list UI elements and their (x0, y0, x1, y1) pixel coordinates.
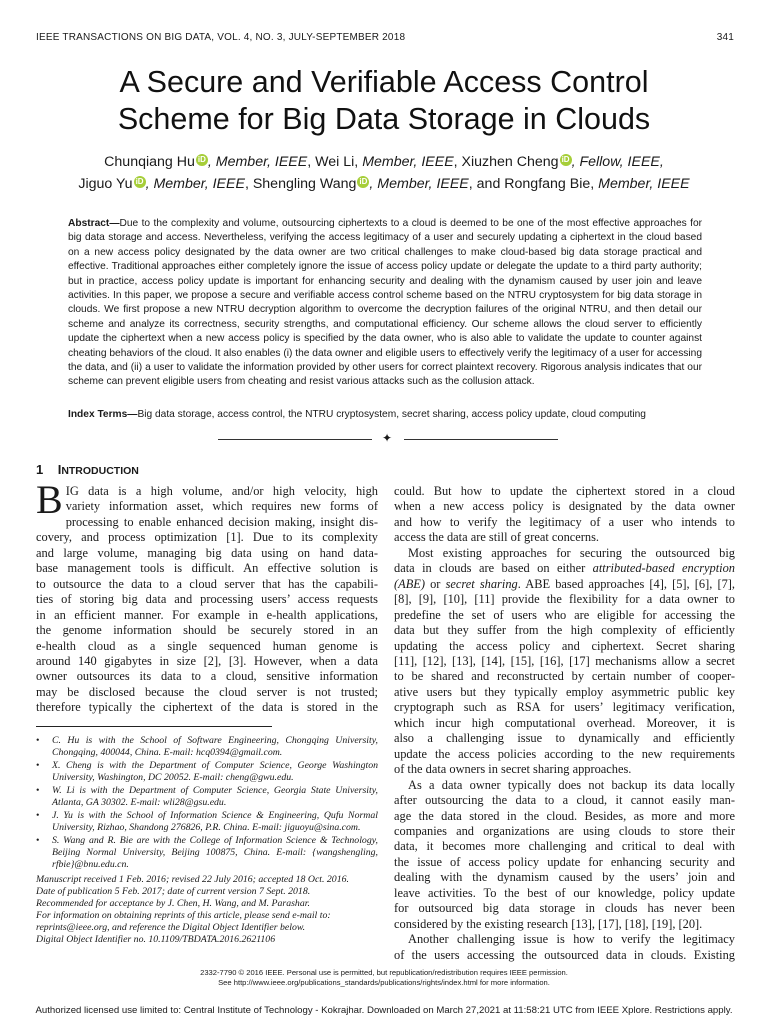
author-name: , Wei Li, (307, 154, 363, 170)
manuscript-line: Recommended for acceptance by J. Chen, H. Wang, and M. Parashar. (36, 898, 310, 909)
affiliation-footnote: • X. Cheng is with the Department of Computer Science, George Washington University, Washington, DC 20052. E-mail: cheng@gwu.edu. (36, 760, 378, 783)
diamond-icon: ✦ (382, 431, 393, 445)
section-number: 1 (36, 462, 44, 477)
abstract (68, 217, 702, 390)
orcid-icon[interactable]: iD (359, 177, 368, 186)
author-role: , Member, IEEE (145, 176, 245, 192)
body-line: may be disclosed because the cloud server is not trusted; (36, 684, 378, 699)
bullet-icon: • (36, 760, 40, 771)
footnote-rule (36, 726, 272, 727)
bullet-icon: • (36, 835, 40, 846)
author-role: Member, IEEE (598, 176, 690, 192)
body-line: IG data is a high volume, and/or high velocity, high (65, 484, 378, 498)
doi-line: Digital Object Identifier no. 10.1109/TBDATA.2016.2621106 (36, 934, 276, 945)
title-line-2: Scheme for Big Data Storage in Clouds (117, 102, 651, 136)
author-list (40, 151, 728, 195)
author-name: Chunqiang Hu (104, 154, 195, 170)
bullet-icon: • (36, 785, 40, 796)
manuscript-line: Manuscript received 1 Feb. 2016; revised 22 July 2016; accepted 18 Oct. 2016. (36, 874, 349, 885)
body-line: As a data owner typically does not backup its data locally (408, 777, 735, 792)
index-terms-text: Big data storage, access control, the NTRU cryptosystem, secret sharing, access policy update, cloud computing (137, 409, 646, 420)
body-line: ties of storing big data and processing users’ access requests (36, 592, 378, 607)
body-line: age the data stored in the cloud. Besides, as more and more (394, 808, 735, 823)
body-line: when a new access policy is designated by the data owner (394, 499, 735, 514)
body-line: considered by the existing research [13], [17], [18], [19], [20]. (394, 916, 703, 931)
author-name: , Xiuzhen Cheng (453, 154, 559, 170)
body-column-right (394, 484, 735, 963)
section-heading (36, 462, 139, 477)
body-line: data in clouds are based on either attributed-based encryption (394, 561, 735, 576)
body-line: updating the access policy and ciphertext. Secret sharing (394, 638, 735, 653)
manuscript-info (36, 874, 378, 946)
abstract-label: Abstract— (68, 218, 120, 229)
license-notice: Authorized licensed use limited to: Central Institute of Technology - Kokrajhar. Downloaded on March 27,2021 at 11:58:21 UTC from IEEE Xplore. Restrictions apply. (35, 1005, 733, 1016)
footnotes (36, 735, 378, 946)
body-line: update the access policies according to the new requirements (394, 746, 735, 761)
journal-name: IEEE TRANSACTIONS ON BIG DATA, VOL. 4, NO. 3, JULY-SEPTEMBER 2018 (36, 32, 406, 43)
body-line: cryptograph such as RSA for users’ legitimacy verification, (394, 700, 735, 715)
paper-title (40, 64, 728, 138)
running-header (36, 32, 734, 46)
manuscript-line: For information on obtaining reprints of this article, please send e-mail to: (36, 910, 331, 921)
divider-line-left (218, 439, 372, 440)
bullet-icon: • (36, 810, 40, 821)
body-line: e-health cloud as a single sequenced human genome is (36, 638, 378, 653)
affiliation-footnote: • S. Wang and R. Bie are with the College of Information Science & Technology, Beijing Normal University, Beijing 100875, China. E-mail: {wangshengling, rfbie}@bnu.edu.cn. (36, 835, 378, 870)
section-first-letter: I (57, 462, 62, 477)
manuscript-line: Date of publication 5 Feb. 2017; date of current version 7 Sept. 2018. (36, 886, 311, 897)
body-line: predefine the set of users who are eligible for accessing the (394, 607, 735, 622)
body-line: [11], [12], [13], [14], [15], [16], [17] mechanisms allow a secret (394, 653, 735, 668)
index-terms (68, 408, 702, 422)
body-line: and large volume, managing big data using on hand data- (36, 545, 378, 560)
section-divider (218, 433, 558, 445)
author-role: , Member, IEEE (369, 176, 469, 192)
body-line: and how to verify the legitimacy of a user who intends to (394, 514, 735, 529)
body-line: leave activities. To the best of our knowledge, policy update (394, 885, 735, 900)
section-title-rest: NTRODUCTION (61, 465, 139, 477)
author-role: , Member, IEEE (207, 154, 308, 170)
body-line: could. But how to update the ciphertext stored in a cloud (394, 484, 735, 498)
body-line: companies and organizations are using clouds to store their (394, 823, 735, 838)
body-line: to outsource the data to a cloud server that has the capabili- (36, 576, 378, 591)
body-line: of the data owners in secret sharing approaches. (394, 762, 632, 777)
body-line: data, it becomes more challenging and critical to deal with (394, 839, 735, 854)
body-line: variety information asset, which requires new forms of (65, 499, 378, 514)
affiliation-footnote: • J. Yu is with the School of Information Science & Engineering, Qufu Normal University, Rizhao, Shandong 276826, P.R. China. E-mail: jiguoyu@sina.com. (36, 810, 378, 833)
index-terms-label: Index Terms— (68, 409, 138, 420)
page-number: 341 (716, 32, 734, 43)
body-line: processing to enable enhanced decision making, insight dis- (65, 514, 378, 529)
author-line-2 (40, 173, 728, 195)
body-line: Most existing approaches for securing the outsourced big (408, 545, 735, 560)
affiliation-footnote: • C. Hu is with the School of Software Engineering, Chongqing University, Chongqing, 400044, China. E-mail: hcq0394@gmail.com. (36, 735, 378, 758)
body-line: Another challenging issue is how to verify the legitimacy (408, 932, 735, 947)
manuscript-line: reprints@ieee.org, and reference the Digital Object Identifier below. (36, 922, 306, 933)
bullet-icon: • (36, 735, 40, 746)
body-line: after outsourcing the data to a cloud, it cannot easily man- (394, 793, 735, 808)
copyright-line: 2332-7790 © 2016 IEEE. Personal use is permitted, but republication/redistribution requires IEEE permission. (200, 968, 568, 977)
body-line: access the data are still of great concerns. (394, 530, 600, 545)
author-name: , Shengling Wang (244, 176, 357, 192)
affiliation-footnote: • W. Li is with the Department of Computer Science, Georgia State University, Atlanta, GA 30302. E-mail: wli28@gsu.edu. (36, 785, 378, 808)
body-line: around 140 gigabytes in size [2], [3]. However, when a data (36, 653, 378, 668)
body-line: (ABE) or secret sharing. ABE based approaches [4], [5], [6], [7], (394, 576, 736, 591)
body-line: in an efficient manner. For example in e-health applications, (36, 607, 378, 622)
orcid-icon[interactable]: iD (135, 177, 144, 186)
body-line: covery, and process optimization [1]. Due to its complexity (36, 530, 378, 545)
copyright-notice (0, 968, 768, 988)
divider-line-right (404, 439, 558, 440)
author-role: , Fellow, IEEE, (571, 154, 664, 170)
author-line-1 (40, 151, 728, 173)
body-line: of the users accessing the outsourced data in clouds. Existing (394, 947, 735, 962)
body-line: to be shared and reconstructed by certain number of cooper- (394, 669, 735, 684)
orcid-icon[interactable]: iD (197, 155, 206, 164)
body-line: therefore typically the ciphertext of the data is stored in the (36, 700, 378, 715)
title-line-1: A Secure and Verifiable Access Control (119, 65, 649, 99)
body-line: the issue of access policy update for enhancing security and (394, 854, 735, 869)
body-line: [8], [9], [10], [11] provide the flexibility for a data owner to (394, 592, 735, 607)
body-line: also a challenging issue to dynamically and efficiently (394, 731, 735, 746)
body-line: owner outsources its data to a cloud, sensitive information (36, 669, 378, 684)
body-line: dealing with the dynamism caused by the users’ join and (394, 870, 735, 885)
abstract-text: Due to the complexity and volume, outsourcing ciphertexts to a cloud is deemed to be one of the most effective approaches for big data storage and access. Nevertheless, verifying the access legitimacy of a user and securely updating a ciphertext in the cloud based on a new access policy designated by the data owner are two critical challenges to make cloud-based big data storage practical and effective. Traditional approaches either completely ignore the issue of access policy update or delegate the update to a third party authority; but in practice, access policy update is important for enhancing security and dealing with the dynamism caused by user join and leave activities. In this paper, we propose a secure and verifiable access control scheme based on the NTRU cryptosystem for big data storage in clouds. We first propose a new NTRU decryption algorithm to overcome the decryption failures of the original NTRU, and then detail our scheme and analyze its correctness, security strengths, and computational efficiency. Our scheme allows the cloud server to efficiently update the ciphertext when a new access policy is specified by the data owner, who is also able to validate the update to counter against cheating behaviors of the cloud. It also enables (i) the data owner and eligible users to effectively verify the legitimacy of a user for accessing the data, and (ii) a user to validate the information provided by other users for correct plaintext recovery. Rigorous analysis indicates that our scheme can prevent eligible users from cheating and resist various attacks such as the collusion attack. (68, 218, 702, 388)
author-role: Member, IEEE (362, 154, 454, 170)
drop-cap: B (36, 477, 63, 522)
author-name: , and Rongfang Bie, (468, 176, 599, 192)
copyright-line: See http://www.ieee.org/publications_standards/publications/rights/index.html for more information. (218, 978, 550, 987)
body-column-left (36, 477, 378, 716)
body-line: ative users but they typically employ asymmetric public key (394, 684, 735, 699)
body-line: base management tools is difficult. An effective solution is (36, 561, 378, 576)
body-line: which incur high computational overhead. Moreover, it is (394, 715, 735, 730)
body-line: the genome information should be securely stored in an (36, 623, 378, 638)
body-line: for outsourced big data storage in clouds has never been (394, 901, 735, 916)
author-name: Jiguo Yu (78, 176, 133, 192)
body-line: data but they suffer from the high complexity of efficiently (394, 623, 735, 638)
orcid-icon[interactable]: iD (561, 155, 570, 164)
